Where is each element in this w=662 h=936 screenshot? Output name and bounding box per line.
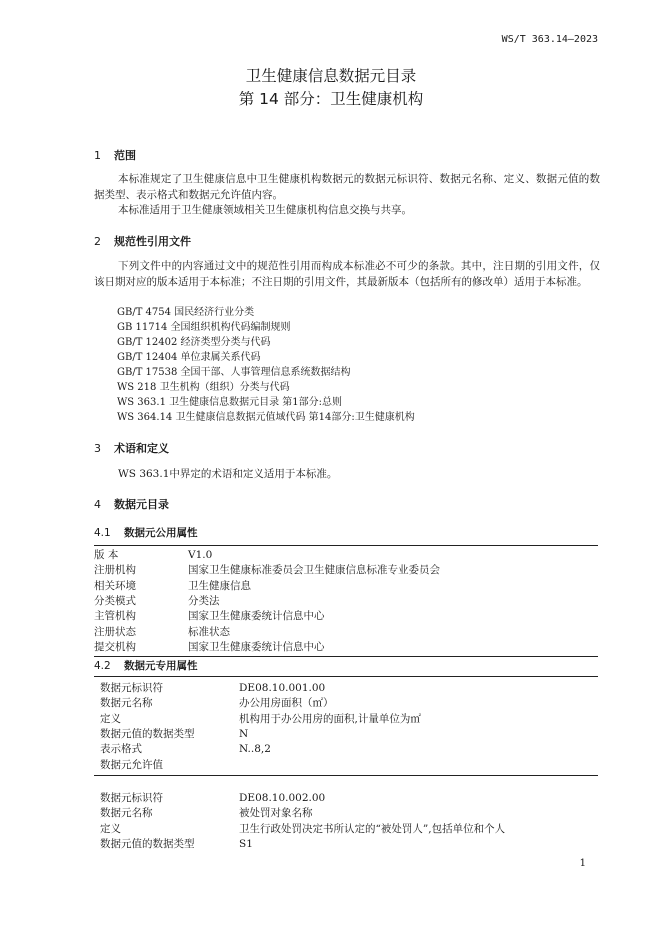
reference-item: WS 218 卫生机构（组织）分类与代码 (117, 382, 290, 393)
section-number: 2 (94, 235, 101, 248)
reference-item: WS 364.14 卫生健康信息数据元值域代码 第14部分:卫生健康机构 (117, 412, 415, 423)
attribute-key: 主管机构 (94, 610, 136, 623)
table-top-rule (94, 545, 598, 546)
document-subtitle: 第 14 部分：卫生健康机构 (238, 90, 424, 108)
section-2-heading (94, 233, 191, 249)
section-3-paragraph-1: WS 363.1中界定的术语和定义适用于本标准。 (118, 468, 338, 480)
attribute-key: 数据元值的数据类型 (100, 727, 195, 740)
attribute-value: 办公用房面积（㎡） (239, 697, 334, 710)
attribute-value: 机构用于办公用房的面积,计量单位为㎡ (239, 712, 421, 725)
attribute-key: 分类模式 (94, 594, 136, 607)
section-2-paragraph-1: 下列文件中的内容通过文中的规范性引用而构成本标准必不可少的条款。其中，注日期的引用文件，仅该日期对应的版本适用于本标准；不注日期的引用文件，其最新版本（包括所有的修改单）适用于本标准。 (94, 260, 600, 288)
attribute-key: 相关环境 (94, 579, 136, 592)
section-1-paragraph-1: 本标准规定了卫生健康信息中卫生健康机构数据元的数据元标识符、数据元名称、定义、数据元值的数据类型、表示格式和数据元允许值内容。 (94, 173, 600, 201)
data-element-block-1 (100, 681, 598, 775)
reference-item: GB/T 12402 经济类型分类与代码 (117, 337, 271, 348)
attribute-value: 被处罚对象名称 (239, 807, 313, 820)
attribute-key: 数据元名称 (100, 697, 153, 710)
reference-item: WS 363.1 卫生健康信息数据元目录 第1部分:总则 (117, 397, 343, 408)
section-number: 4 (94, 498, 101, 511)
reference-item: GB/T 17538 全国干部、人事管理信息系统数据结构 (117, 367, 351, 378)
subsection-number: 4.1 (94, 527, 111, 539)
attribute-key: 定义 (100, 712, 121, 725)
section-4-heading (94, 496, 169, 512)
attribute-value: 卫生健康信息 (188, 579, 251, 592)
attribute-value: N..8,2 (239, 743, 271, 756)
attribute-key: 注册机构 (94, 564, 136, 577)
attribute-key: 版 本 (94, 549, 119, 561)
attribute-value: DE08.10.001.00 (239, 682, 326, 694)
table-top-rule (94, 676, 598, 677)
subsection-number: 4.2 (94, 660, 111, 672)
section-number: 3 (94, 442, 101, 455)
attribute-key: 表示格式 (100, 743, 142, 756)
attribute-value: 卫生行政处罚决定书所认定的“被处罚人”,包括单位和个人 (239, 822, 506, 835)
section-title: 范围 (114, 149, 136, 162)
subsection-title: 数据元公用属性 (124, 527, 198, 539)
section-title: 术语和定义 (114, 442, 169, 455)
section-title: 规范性引用文件 (114, 235, 191, 248)
attribute-value: 标准状态 (188, 625, 230, 638)
section-title: 数据元目录 (114, 498, 169, 511)
attribute-key: 注册状态 (94, 625, 136, 638)
section-1-paragraph-2: 本标准适用于卫生健康领域相关卫生健康机构信息交换与共享。 (118, 204, 412, 216)
attribute-value: V1.0 (188, 549, 213, 561)
attribute-key: 定义 (100, 822, 121, 835)
attribute-value: DE08.10.002.00 (239, 792, 326, 804)
attribute-key: 数据元名称 (100, 807, 153, 820)
section-3-heading (94, 440, 169, 456)
attribute-value: S1 (239, 837, 253, 850)
attribute-key: 数据元标识符 (100, 792, 163, 804)
attribute-value: 分类法 (188, 594, 220, 607)
section-number: 1 (94, 149, 101, 162)
attribute-key: 数据元允许值 (100, 758, 163, 771)
attribute-key: 提交机构 (94, 640, 136, 653)
subsection-4-1-heading (94, 525, 198, 540)
table-bottom-rule (94, 656, 598, 657)
attribute-value: N (239, 727, 249, 740)
subsection-4-2-heading (94, 658, 198, 673)
common-attributes-table (94, 548, 598, 656)
subsection-title: 数据元专用属性 (124, 660, 198, 672)
table-bottom-rule (94, 775, 598, 776)
attribute-key: 数据元值的数据类型 (100, 837, 195, 850)
page-number: 1 (579, 858, 586, 869)
reference-item: GB/T 12404 单位隶属关系代码 (117, 352, 261, 363)
data-element-block-2 (100, 791, 598, 855)
document-title: 卫生健康信息数据元目录 (245, 67, 417, 85)
attribute-value: 国家卫生健康委统计信息中心 (188, 610, 325, 623)
attribute-key: 数据元标识符 (100, 682, 163, 694)
attribute-value: 国家卫生健康委统计信息中心 (188, 640, 325, 653)
section-1-heading (94, 147, 136, 163)
reference-item: GB/T 4754 国民经济行业分类 (117, 307, 255, 318)
standard-number: WS/T 363.14—2023 (501, 34, 598, 45)
reference-item: GB 11714 全国组织机构代码编制规则 (117, 322, 291, 333)
attribute-value: 国家卫生健康标准委员会卫生健康信息标准专业委员会 (188, 564, 440, 577)
